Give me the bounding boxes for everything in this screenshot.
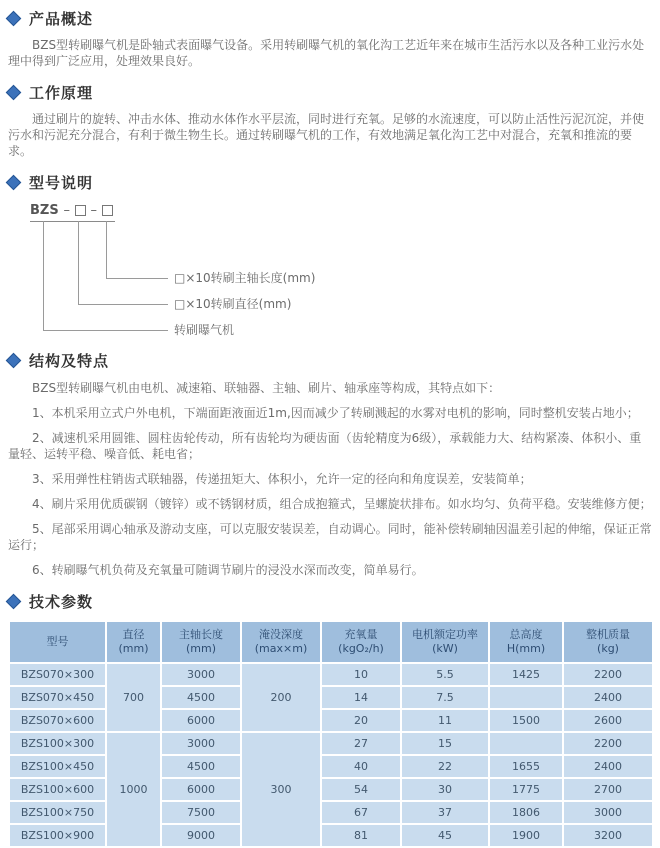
cell-shaft: 3000 (161, 732, 241, 755)
section-title: 型号说明 (29, 174, 94, 192)
model-label-shaft-length: □×10转刷主轴长度(mm) (174, 271, 316, 285)
connector-line (78, 221, 79, 305)
cell-oxygen: 20 (321, 709, 401, 732)
cell-weight: 2200 (563, 663, 653, 686)
cell-weight: 2400 (563, 755, 653, 778)
cell-depth: 300 (241, 732, 321, 847)
feature-item-5: 5、尾部采用调心轴承及游动支座，可以克服安装误差，自动调心。同时，能补偿转刷轴因温差引起的伸缩，保证正常运行； (8, 522, 652, 552)
cell-power: 5.5 (401, 663, 489, 686)
cell-shaft: 7500 (161, 801, 241, 824)
section-title: 技术参数 (29, 593, 94, 611)
section-title: 产品概述 (29, 10, 94, 28)
cell-oxygen: 54 (321, 778, 401, 801)
cell-model: BZS070×300 (9, 663, 106, 686)
connector-line (78, 304, 168, 305)
model-formula (30, 203, 115, 222)
cell-height (489, 732, 563, 755)
table-row (9, 778, 653, 801)
diamond-icon (6, 11, 22, 27)
cell-model: BZS100×600 (9, 778, 106, 801)
model-placeholder-box (75, 205, 86, 216)
table-row (9, 824, 653, 847)
cell-oxygen: 67 (321, 801, 401, 824)
section-heading-features (8, 350, 652, 371)
connector-line (43, 221, 44, 331)
cell-model: BZS070×450 (9, 686, 106, 709)
model-placeholder-box (102, 205, 113, 216)
cell-shaft: 4500 (161, 686, 241, 709)
cell-model: BZS100×300 (9, 732, 106, 755)
model-prefix: BZS (30, 203, 59, 218)
cell-weight: 2200 (563, 732, 653, 755)
dash: – (63, 203, 70, 218)
diamond-icon (6, 85, 22, 101)
col-header-motor-power: 电机额定功率 (kW) (401, 621, 489, 663)
col-header-submersion-depth: 淹没深度 (max×m) (241, 621, 321, 663)
cell-diameter: 1000 (106, 732, 161, 847)
table-row (9, 709, 653, 732)
table-row (9, 755, 653, 778)
cell-power: 7.5 (401, 686, 489, 709)
col-header-diameter: 直径 (mm) (106, 621, 161, 663)
diamond-icon (6, 175, 22, 191)
cell-weight: 2600 (563, 709, 653, 732)
section-heading-principle (8, 82, 652, 103)
feature-item-2: 2、减速机采用圆锥、圆柱齿轮传动，所有齿轮均为硬齿面（齿轮精度为6级），承载能力大、结构紧凑、体积小、重量轻、运转平稳、噪音低、耗电省； (8, 431, 642, 461)
col-header-total-height: 总高度 H(mm) (489, 621, 563, 663)
cell-depth: 200 (241, 663, 321, 732)
cell-oxygen: 14 (321, 686, 401, 709)
col-header-model: 型号 (9, 621, 106, 663)
table-row (9, 663, 653, 686)
cell-power: 37 (401, 801, 489, 824)
cell-model: BZS100×450 (9, 755, 106, 778)
cell-power: 30 (401, 778, 489, 801)
overview-paragraph: BZS型转刷曝气机是卧轴式表面曝气设备。采用转刷曝气机的氧化沟工艺近年来在城市生活污水以及各种工业污水处理中得到广泛应用，处理效果良好。 (8, 38, 645, 68)
section-title: 结构及特点 (29, 352, 110, 370)
feature-item-6: 6、转刷曝气机负荷及充氧量可随调节刷片的浸没水深而改变，简单易行。 (32, 563, 424, 577)
cell-weight: 3200 (563, 824, 653, 847)
cell-power: 22 (401, 755, 489, 778)
diamond-icon (6, 353, 22, 369)
feature-item-1: 1、本机采用立式户外电机，下端面距液面近1m,因而减少了转刷溅起的水雾对电机的影响，同时整机安装占地小； (32, 406, 639, 420)
section-heading-overview (8, 8, 652, 29)
cell-weight: 2400 (563, 686, 653, 709)
features-intro: BZS型转刷曝气机由电机、减速箱、联轴器、主轴、刷片、轴承座等构成，其特点如下： (32, 381, 501, 395)
cell-oxygen: 40 (321, 755, 401, 778)
col-header-oxygenation: 充氧量 (kgO₂/h) (321, 621, 401, 663)
model-code-diagram (8, 201, 652, 337)
connector-line (43, 330, 168, 331)
cell-oxygen: 81 (321, 824, 401, 847)
cell-shaft: 6000 (161, 778, 241, 801)
table-header-row (9, 621, 653, 663)
cell-oxygen: 10 (321, 663, 401, 686)
cell-shaft: 6000 (161, 709, 241, 732)
model-label-diameter: □×10转刷直径(mm) (174, 297, 292, 311)
cell-height: 1655 (489, 755, 563, 778)
section-heading-specs (8, 591, 652, 612)
cell-height: 1500 (489, 709, 563, 732)
cell-model: BZS100×750 (9, 801, 106, 824)
cell-model: BZS070×600 (9, 709, 106, 732)
connector-line (106, 221, 107, 279)
col-header-machine-weight: 整机质量 (kg) (563, 621, 653, 663)
section-title: 工作原理 (29, 84, 94, 102)
spec-table (8, 620, 654, 848)
cell-weight: 2700 (563, 778, 653, 801)
feature-item-3: 3、采用弹性柱销齿式联轴器，传递扭矩大、体积小，允许一定的径向和角度误差，安装简单； (32, 472, 532, 486)
cell-power: 11 (401, 709, 489, 732)
cell-height: 1900 (489, 824, 563, 847)
dash: – (90, 203, 97, 218)
diamond-icon (6, 594, 22, 610)
col-header-shaft-length: 主轴长度 (mm) (161, 621, 241, 663)
table-row (9, 801, 653, 824)
cell-shaft: 4500 (161, 755, 241, 778)
cell-shaft: 3000 (161, 663, 241, 686)
cell-height: 1806 (489, 801, 563, 824)
cell-diameter: 700 (106, 663, 161, 732)
connector-line (106, 278, 168, 279)
section-heading-model (8, 172, 652, 193)
feature-item-4: 4、刷片采用优质碳钢（镀锌）或不锈钢材质，组合成抱箍式，呈螺旋状排布。如水均匀、负荷平稳。安装维修方便； (32, 497, 652, 511)
cell-power: 45 (401, 824, 489, 847)
principle-paragraph: 通过刷片的旋转、冲击水体、推动水体作水平层流，同时进行充氧。足够的水流速度，可以防止活性污泥沉淀，并使污水和污泥充分混合，有利于微生物生长。通过转刷曝气机的工作，有效地满足氧化沟工艺中对混合，充氧和推流的要求。 (8, 112, 645, 158)
table-row (9, 732, 653, 755)
cell-power: 15 (401, 732, 489, 755)
cell-height: 1775 (489, 778, 563, 801)
cell-height (489, 686, 563, 709)
cell-weight: 3000 (563, 801, 653, 824)
table-row (9, 686, 653, 709)
cell-shaft: 9000 (161, 824, 241, 847)
cell-height: 1425 (489, 663, 563, 686)
model-label-machine-name: 转刷曝气机 (174, 323, 235, 337)
cell-oxygen: 27 (321, 732, 401, 755)
cell-model: BZS100×900 (9, 824, 106, 847)
